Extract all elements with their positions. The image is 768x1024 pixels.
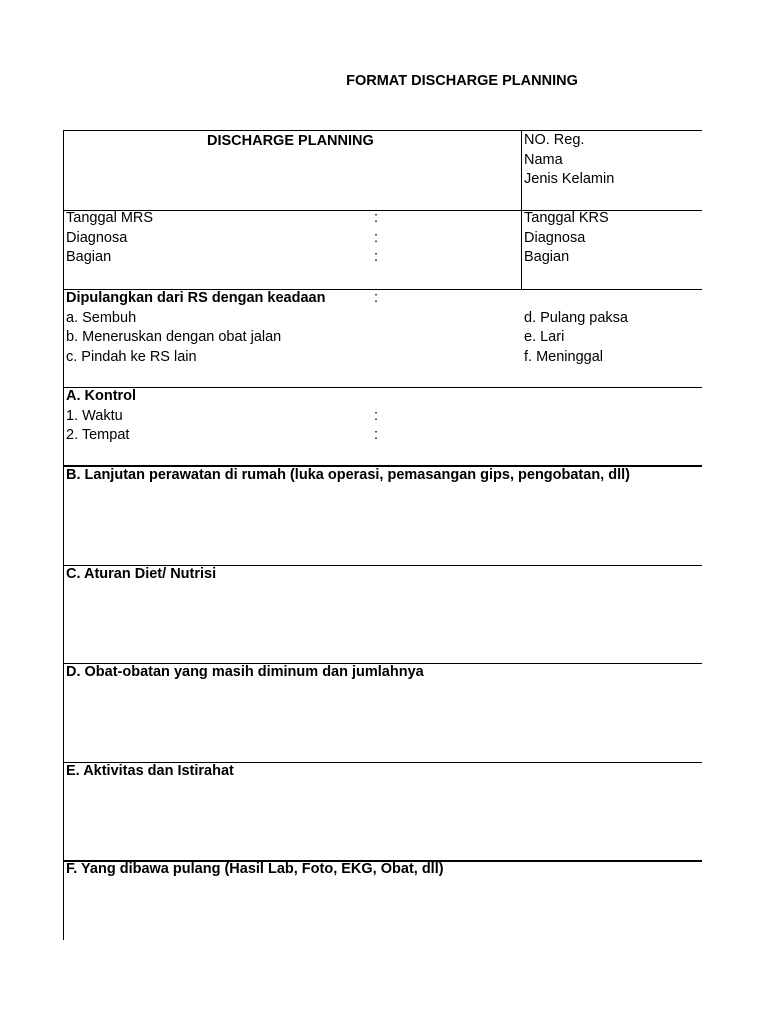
page-title: FORMAT DISCHARGE PLANNING bbox=[346, 73, 578, 89]
divider-3 bbox=[63, 387, 702, 388]
section-e-label: E. Aktivitas dan Istirahat bbox=[66, 762, 234, 779]
section-d-label: D. Obat-obatan yang masih diminum dan jumlahnya bbox=[66, 664, 424, 680]
field-tanggal-mrs: Tanggal MRS bbox=[66, 210, 154, 226]
table-top-border bbox=[63, 130, 702, 131]
field-waktu: 1. Waktu bbox=[66, 407, 123, 424]
option-pulang-paksa: d. Pulang paksa bbox=[524, 309, 628, 326]
form-heading: DISCHARGE PLANNING bbox=[207, 133, 374, 149]
field-jenis-kelamin: Jenis Kelamin bbox=[524, 171, 615, 187]
colon: : bbox=[374, 229, 379, 246]
field-diagnosa-left: Diagnosa bbox=[66, 229, 128, 246]
colon: : bbox=[374, 249, 379, 265]
field-tanggal-krs: Tanggal KRS bbox=[524, 210, 609, 226]
option-lari: e. Lari bbox=[524, 329, 565, 345]
option-meninggal: f. Meninggal bbox=[524, 348, 603, 365]
section-c-label: C. Aturan Diet/ Nutrisi bbox=[66, 565, 217, 582]
field-tempat: 2. Tempat bbox=[66, 427, 130, 443]
colon: : bbox=[374, 210, 379, 226]
field-diagnosa-right: Diagnosa bbox=[524, 229, 586, 246]
field-no-reg: NO. Reg. bbox=[524, 132, 585, 148]
option-pindah-rs: c. Pindah ke RS lain bbox=[66, 348, 197, 365]
discharge-condition-label: Dipulangkan dari RS dengan keadaan bbox=[66, 290, 326, 306]
section-f-label: F. Yang dibawa pulang (Hasil Lab, Foto, EKG, Obat, dll) bbox=[66, 861, 444, 877]
section-kontrol-label: A. Kontrol bbox=[66, 388, 137, 404]
option-sembuh: a. Sembuh bbox=[66, 309, 137, 326]
option-obat-jalan: b. Meneruskan dengan obat jalan bbox=[66, 329, 282, 345]
section-b-label: B. Lanjutan perawatan di rumah (luka operasi, pemasangan gips, pengobatan, dll) bbox=[66, 467, 630, 483]
colon: : bbox=[374, 427, 379, 443]
field-bagian-left: Bagian bbox=[66, 249, 112, 265]
table-left-border bbox=[63, 130, 64, 940]
colon: : bbox=[374, 407, 379, 424]
field-bagian-right: Bagian bbox=[524, 249, 570, 265]
field-nama: Nama bbox=[524, 151, 563, 168]
colon: : bbox=[374, 290, 379, 306]
